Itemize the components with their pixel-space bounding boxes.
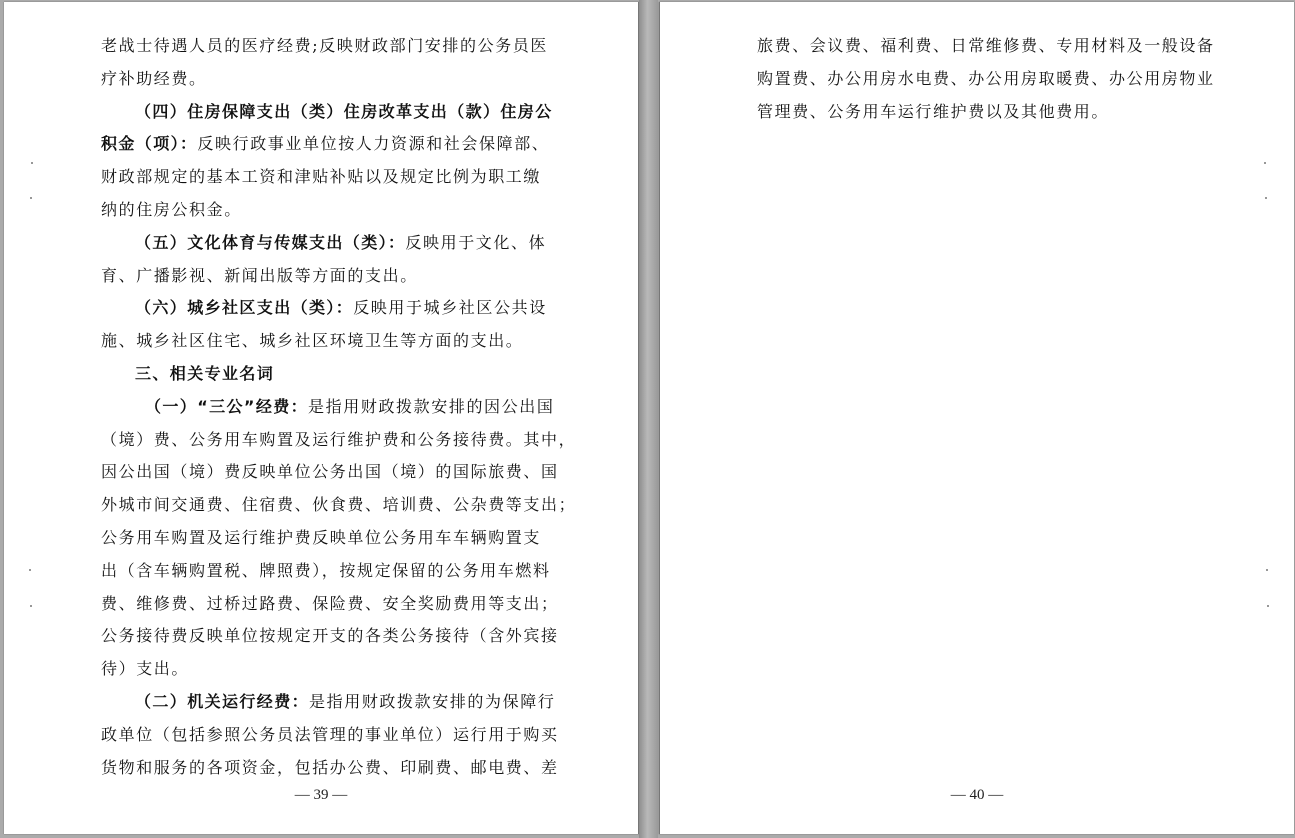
body-text: 出（含车辆购置税、牌照费），按规定保留的公务用车燃料: [101, 560, 551, 580]
text-line: [101, 527, 541, 549]
body-text: 旅费、会议费、福利费、日常维修费、专用材料及一般设备: [757, 36, 1215, 55]
body-text: 外城市间交通费、住宿费、伙食费、培训费、公杂费等支出；: [101, 495, 577, 515]
text-line: [101, 199, 242, 221]
body-text: 公务接待费反映单位按规定开支的各类公务接待（含外宾接: [101, 626, 559, 646]
text-line: [135, 691, 555, 713]
body-text: （境）费、公务用车购置及运行维护费和公务接待费。其中，: [101, 429, 577, 449]
body-text: 反映用于城乡社区公共设: [353, 298, 547, 318]
bold-text: （五）文化体育与传媒支出（类）：: [135, 232, 406, 252]
body-text: 政单位（包括参照公务员法管理的事业单位）运行用于购买: [101, 724, 559, 744]
text-line: [101, 35, 548, 57]
body-text: 财政部规定的基本工资和津贴补贴以及规定比例为职工缴: [101, 167, 542, 187]
body-text: 待）支出。: [101, 659, 190, 679]
text-line: [101, 166, 541, 188]
text-line: [135, 297, 547, 319]
text-line: [101, 724, 559, 746]
text-line: [135, 101, 553, 123]
document-page-40: [659, 2, 1294, 834]
text-line: [101, 133, 549, 155]
body-text: 反映行政事业单位按人力资源和社会保障部、: [197, 134, 550, 154]
text-line: [101, 625, 559, 647]
text-line: [101, 560, 551, 582]
text-line: [101, 757, 559, 779]
text-line: [101, 429, 576, 451]
body-text: 因公出国（境）费反映单位公务出国（境）的国际旅费、国: [101, 462, 559, 482]
text-line: [145, 396, 554, 418]
text-line: [101, 494, 576, 516]
text-line: [135, 363, 274, 385]
body-text: 疗补助经费。: [101, 68, 207, 88]
text-line: [757, 68, 1215, 90]
bold-text: （二）机关运行经费：: [135, 692, 310, 711]
bold-text: 积金（项）：: [101, 134, 198, 154]
body-text: 育、广播影视、新闻出版等方面的支出。: [101, 265, 418, 285]
text-line: [101, 265, 418, 287]
page-gutter: [639, 0, 658, 838]
body-text: 管理费、公务用车运行维护费以及其他费用。: [757, 101, 1110, 121]
text-line: [101, 658, 189, 680]
body-text: 是指用财政拨款安排的因公出国: [308, 396, 555, 416]
text-line: [101, 330, 523, 352]
body-text: 费、维修费、过桥过路费、保险费、安全奖励费用等支出；: [101, 593, 559, 613]
text-line: [101, 593, 559, 615]
text-line: [101, 461, 559, 483]
bold-text: （四）住房保障支出（类）住房改革支出（款）住房公: [135, 101, 553, 121]
page-number-40: — 40 —: [950, 787, 1004, 803]
text-line: [135, 232, 546, 254]
page-number-39: — 39 —: [294, 787, 348, 803]
body-text: 施、城乡社区住宅、城乡社区环境卫生等方面的支出。: [101, 331, 524, 351]
text-line: [757, 35, 1215, 57]
body-text: 反映用于文化、体: [405, 232, 547, 252]
body-text: 公务用车购置及运行维护费反映单位公务用车车辆购置支: [101, 528, 542, 547]
bold-text: （六）城乡社区支出（类）：: [135, 298, 354, 318]
body-text: 老战士待遇人员的医疗经费;反映财政部门安排的公务员医: [101, 36, 548, 55]
document-page-39: [4, 2, 639, 834]
bold-text: （一）“三公”经费：: [145, 396, 309, 416]
body-text: 纳的住房公积金。: [101, 200, 242, 219]
body-text: 购置费、办公用房水电费、办公用房取暖费、办公用房物业: [757, 68, 1215, 88]
body-text: 货物和服务的各项资金，包括办公费、印刷费、邮电费、差: [101, 757, 559, 777]
text-line: [757, 101, 1109, 123]
body-text: 是指用财政拨款安排的为保障行: [309, 692, 556, 711]
text-line: [101, 68, 207, 90]
bold-text: 三、相关专业名词: [135, 364, 275, 383]
